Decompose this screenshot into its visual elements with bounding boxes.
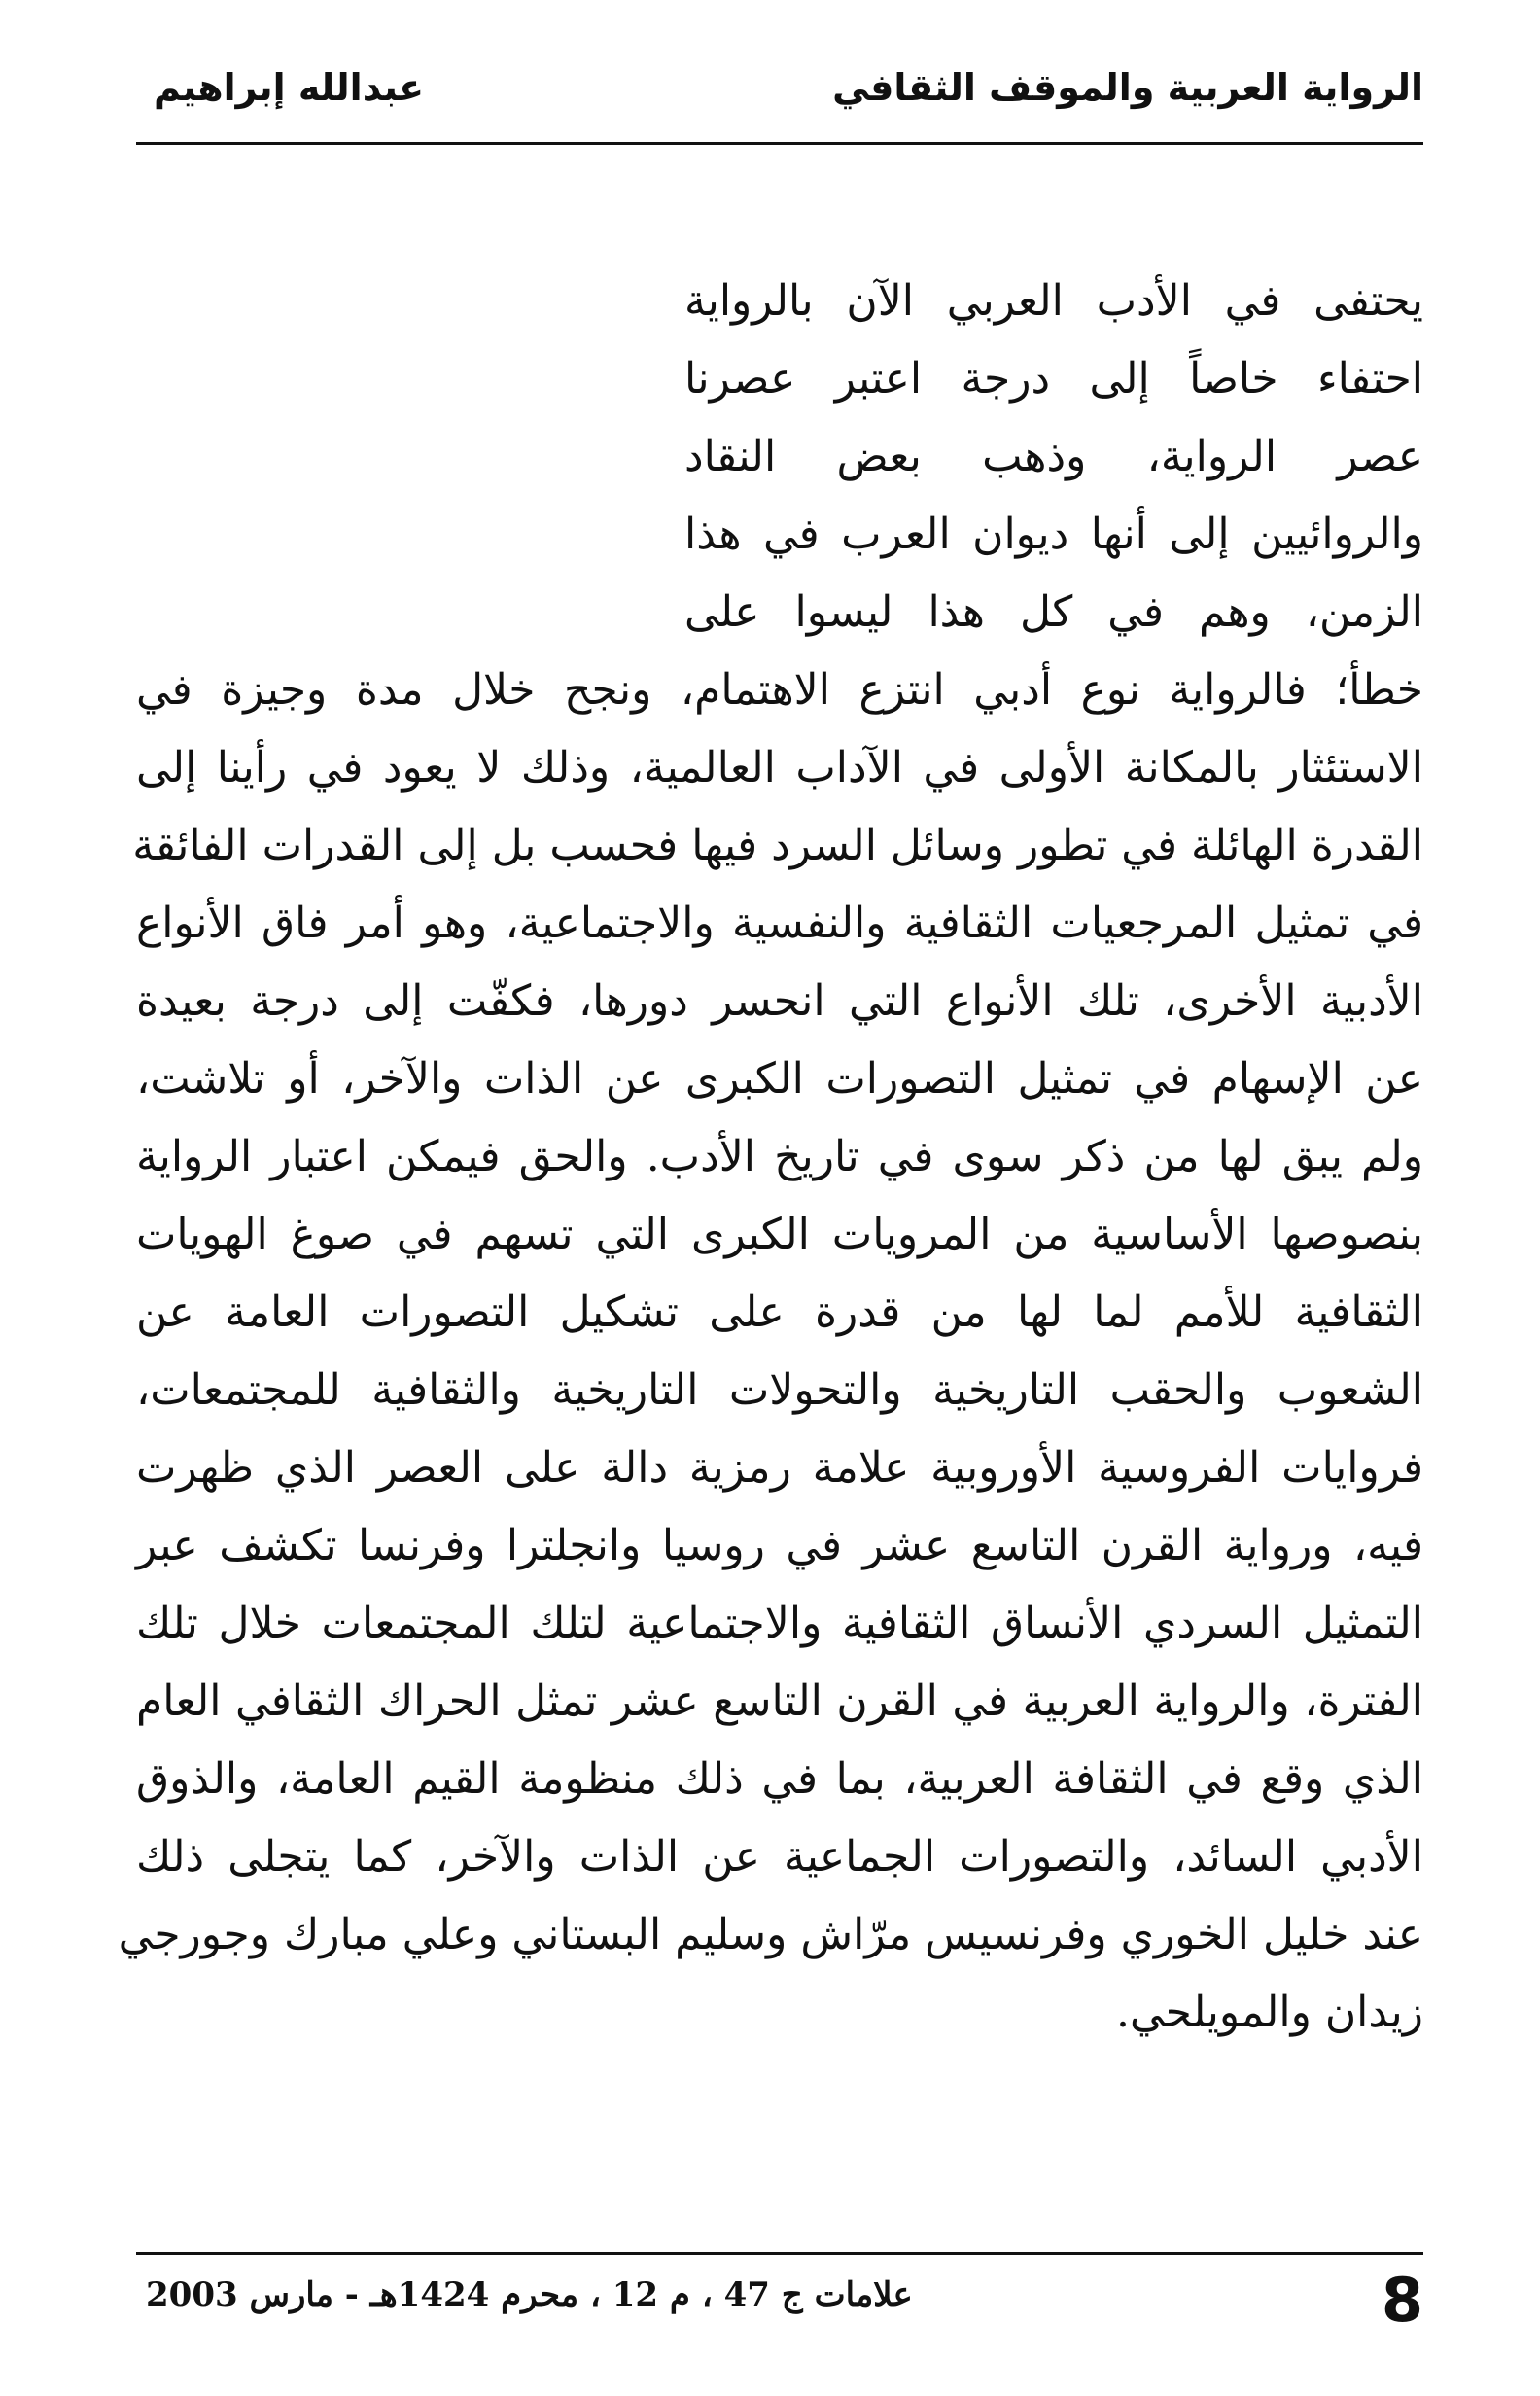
body-line: في تمثيل المرجعيات الثقافية والنفسية والاجتماعية، وهو أمر فاق الأنواع	[136, 898, 1423, 948]
page-number: 8	[1381, 2265, 1423, 2336]
body-line: الأدبية الأخرى، تلك الأنواع التي انحسر دورها، فكفّت إلى درجة بعيدة	[136, 976, 1423, 1026]
lead-line: احتفاء خاصاً إلى درجة اعتبر عصرنا	[684, 354, 1423, 404]
lead-line: يحتفى في الأدب العربي الآن بالرواية	[684, 276, 1423, 326]
journal-info: علامات ج 47 ، م 12 ، محرم 1424هـ - مارس 2003	[146, 2275, 913, 2314]
body-line: خطأ؛ فالرواية نوع أدبي انتزع الاهتمام، ونجح خلال مدة وجيزة في	[136, 665, 1423, 715]
lead-line: والروائيين إلى أنها ديوان العرب في هذا	[684, 510, 1423, 559]
body-line: القدرة الهائلة في تطور وسائل السرد فيها فحسب بل إلى القدرات الفائقة	[132, 821, 1423, 870]
header-author: عبدالله إبراهيم	[154, 66, 425, 109]
body-line: الاستئثار بالمكانة الأولى في الآداب العالمية، وذلك لا يعود في رأينا إلى	[136, 743, 1424, 793]
body-line: الذي وقع في الثقافة العربية، بما في ذلك منظومة القيم العامة، والذوق	[136, 1754, 1423, 1804]
body-line: بنصوصها الأساسية من المرويات الكبرى التي تسهم في صوغ الهويات	[136, 1210, 1423, 1259]
footer-divider	[136, 2252, 1423, 2255]
header-divider	[136, 142, 1423, 145]
body-line: فيه، ورواية القرن التاسع عشر في روسيا وانجلترا وفرنسا تكشف عبر	[136, 1521, 1423, 1570]
body-line: عند خليل الخوري وفرنسيس مرّاش وسليم البستاني وعلي مبارك وجورجي	[118, 1910, 1423, 1959]
article-body	[118, 263, 1424, 2052]
lead-paragraph	[684, 263, 1423, 652]
body-line: زيدان والمويلحي.	[1115, 1988, 1423, 2037]
body-line: ولم يبق لها من ذكر سوى في تاريخ الأدب. والحق فيمكن اعتبار الرواية	[136, 1132, 1423, 1181]
body-line: الفترة، والرواية العربية في القرن التاسع عشر تمثل الحراك الثقافي العام	[136, 1676, 1423, 1726]
running-header	[136, 58, 1423, 136]
header-title: الرواية العربية والموقف الثقافي	[832, 66, 1423, 109]
lead-line: عصر الرواية، وذهب بعض النقاد	[684, 432, 1423, 481]
body-line: الثقافية للأمم لما لها من قدرة على تشكيل التصورات العامة عن	[136, 1287, 1423, 1337]
body-line: التمثيل السردي الأنساق الثقافية والاجتماعية لتلك المجتمعات خلال تلك	[136, 1599, 1423, 1648]
body-line: فروايات الفروسية الأوروبية علامة رمزية دالة على العصر الذي ظهرت	[136, 1443, 1423, 1493]
body-line: الأدبي السائد، والتصورات الجماعية عن الذات والآخر، كما يتجلى ذلك	[136, 1832, 1423, 1882]
page-footer	[136, 2266, 1423, 2353]
main-paragraph	[118, 652, 1424, 2052]
body-line: الشعوب والحقب التاريخية والتحولات التاريخية والثقافية للمجتمعات،	[136, 1365, 1423, 1415]
lead-line: الزمن، وهم في كل هذا ليسوا على	[684, 587, 1423, 637]
body-line: عن الإسهام في تمثيل التصورات الكبرى عن الذات والآخر، أو تلاشت،	[136, 1054, 1424, 1104]
